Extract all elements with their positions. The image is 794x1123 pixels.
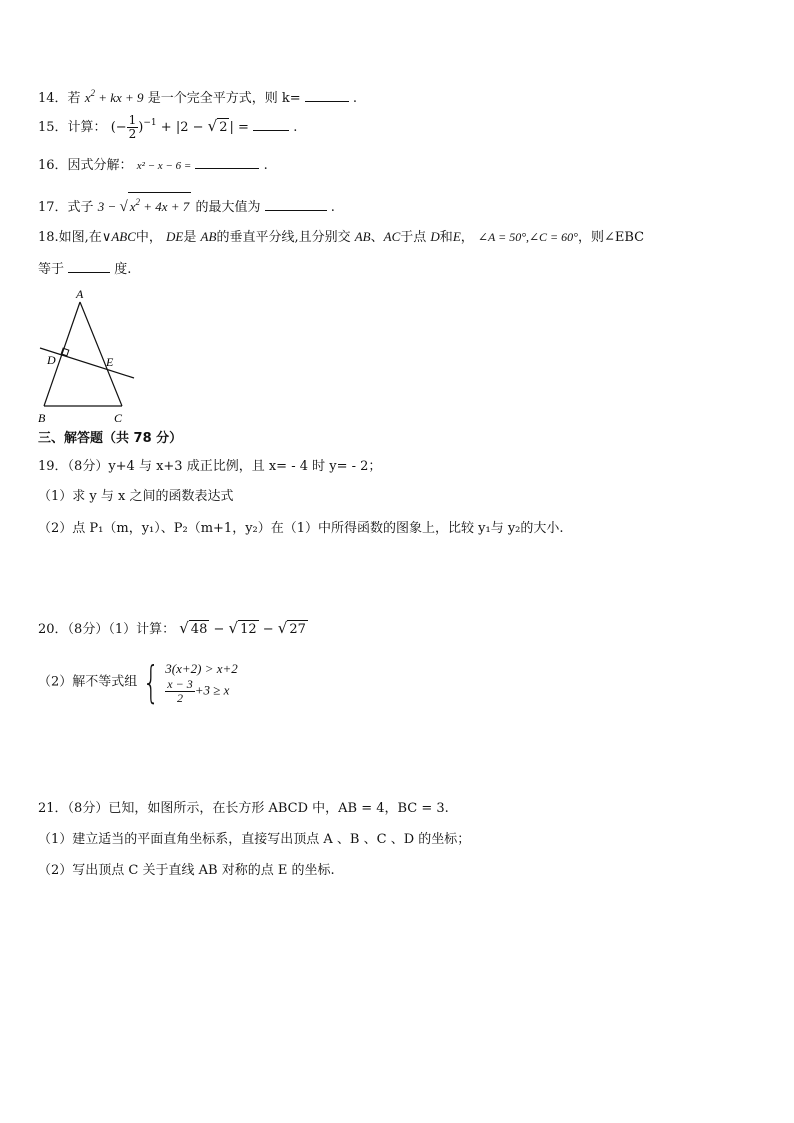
q18-line2-a: 等于 xyxy=(38,262,65,277)
question-14 xyxy=(38,84,357,108)
inequality-2-tail: +3 ≥ x xyxy=(194,682,230,698)
q14-answer-blank xyxy=(305,89,349,102)
inequality-1: 3(x+2) > x+2 xyxy=(165,661,238,676)
triangle-figure xyxy=(34,286,144,428)
q15-expression: (− $\frac{1}{2}$ )$^{-1}$ + |2 − √ 2 | xyxy=(110,113,234,141)
q18-text-a: 18.如图,在 xyxy=(38,230,102,245)
question-20 xyxy=(38,619,308,639)
question-21: 21．（8分）已知，如图所示，在长方形 ABCD 中，AB = 4，BC = 3. xyxy=(38,801,449,816)
q18-triangle: ∨ABC xyxy=(101,229,136,244)
label-b: B xyxy=(38,411,46,425)
q17-text: 的最大值为 xyxy=(195,200,261,215)
q15-period: . xyxy=(293,120,298,135)
q18-d: D xyxy=(430,229,440,244)
q16-answer-blank xyxy=(195,156,259,169)
section-3-title: 三、解答题（共 78 分） xyxy=(38,431,183,446)
q20-line1: 20．（8分）（1）计算： xyxy=(38,622,176,637)
q17-answer-blank xyxy=(265,198,327,211)
inequality-system xyxy=(165,660,238,705)
q18-text-f: ， xyxy=(460,230,474,245)
question-16 xyxy=(38,156,268,175)
q17-period: . xyxy=(330,200,335,215)
q18-ac: AC xyxy=(383,229,401,244)
label-d: D xyxy=(47,353,56,367)
q20-part2-label: （2）解不等式组 xyxy=(38,674,138,690)
q16-period: . xyxy=(263,158,268,173)
q14-period: . xyxy=(352,91,358,106)
q18-ab: AB xyxy=(200,229,217,244)
q18-text-c: 是 xyxy=(183,230,197,245)
question-15 xyxy=(38,114,297,141)
question-19: 19．（8分）y+4 与 x+3 成正比例，且 x= - 4 时 y= - 2； xyxy=(38,459,382,474)
q14-text: 是一个完全平方式，则 k= xyxy=(147,91,301,106)
question-19-part2: （2）点 P₁（m，y₁）、P₂（m+1，y₂）在（1）中所得函数的图象上，比较 y₁与 y₂的大小. xyxy=(38,521,564,536)
q15-answer-blank xyxy=(253,118,289,131)
question-18-line2 xyxy=(38,260,131,279)
q18-de: DE xyxy=(166,229,184,244)
q15-equals: = xyxy=(238,120,249,135)
right-angle-mark xyxy=(61,348,69,356)
label-a: A xyxy=(76,287,84,301)
q14-expression: $x^2$ + kx + 9 xyxy=(84,88,144,105)
question-20-part2 xyxy=(38,656,238,708)
q18-text-g: ，则∠EBC xyxy=(577,230,645,245)
inequality-2: $\frac{x - 3}{2}$ +3 ≥ x xyxy=(167,677,230,705)
q18-and: 和 xyxy=(439,230,453,245)
q15-prefix: 15．计算： xyxy=(38,120,107,135)
q18-e: E xyxy=(452,229,461,244)
side-ac xyxy=(80,302,122,406)
q14-prefix: 14．若 xyxy=(38,91,81,106)
q16-prefix: 16．因式分解： xyxy=(38,158,133,173)
q16-expression: x² − x − 6 = xyxy=(136,160,192,172)
brace-icon: { xyxy=(142,656,160,708)
question-17 xyxy=(38,192,335,217)
label-c: C xyxy=(114,411,123,425)
q18-answer-blank xyxy=(68,260,110,273)
q18-line2-b: 度. xyxy=(114,262,132,277)
label-e: E xyxy=(106,355,114,369)
q18-text-d: 的垂直平分线,且分别交 xyxy=(216,230,351,245)
q18-sep: 、 xyxy=(370,230,384,245)
q18-text-e: 于点 xyxy=(400,230,427,245)
q17-prefix: 17．式子 xyxy=(38,200,94,215)
q17-expression: 3 − √ $x^2 + 4x + 7$ xyxy=(98,199,192,214)
q18-text-b: 中， xyxy=(135,230,162,245)
question-21-part1: （1）建立适当的平面直角坐标系，直接写出顶点 A 、B 、C 、D 的坐标； xyxy=(38,832,471,847)
q18-angles: ∠A = 50°,∠C = 60° xyxy=(477,230,578,244)
q20-expression: √ 48 − √ 12 − √ 27 xyxy=(179,619,306,637)
q18-ab2: AB xyxy=(354,229,371,244)
question-18 xyxy=(38,228,644,247)
question-21-part2: （2）写出顶点 C 关于直线 AB 对称的点 E 的坐标. xyxy=(38,863,335,878)
question-19-part1: （1）求 y 与 x 之间的函数表达式 xyxy=(38,489,234,504)
